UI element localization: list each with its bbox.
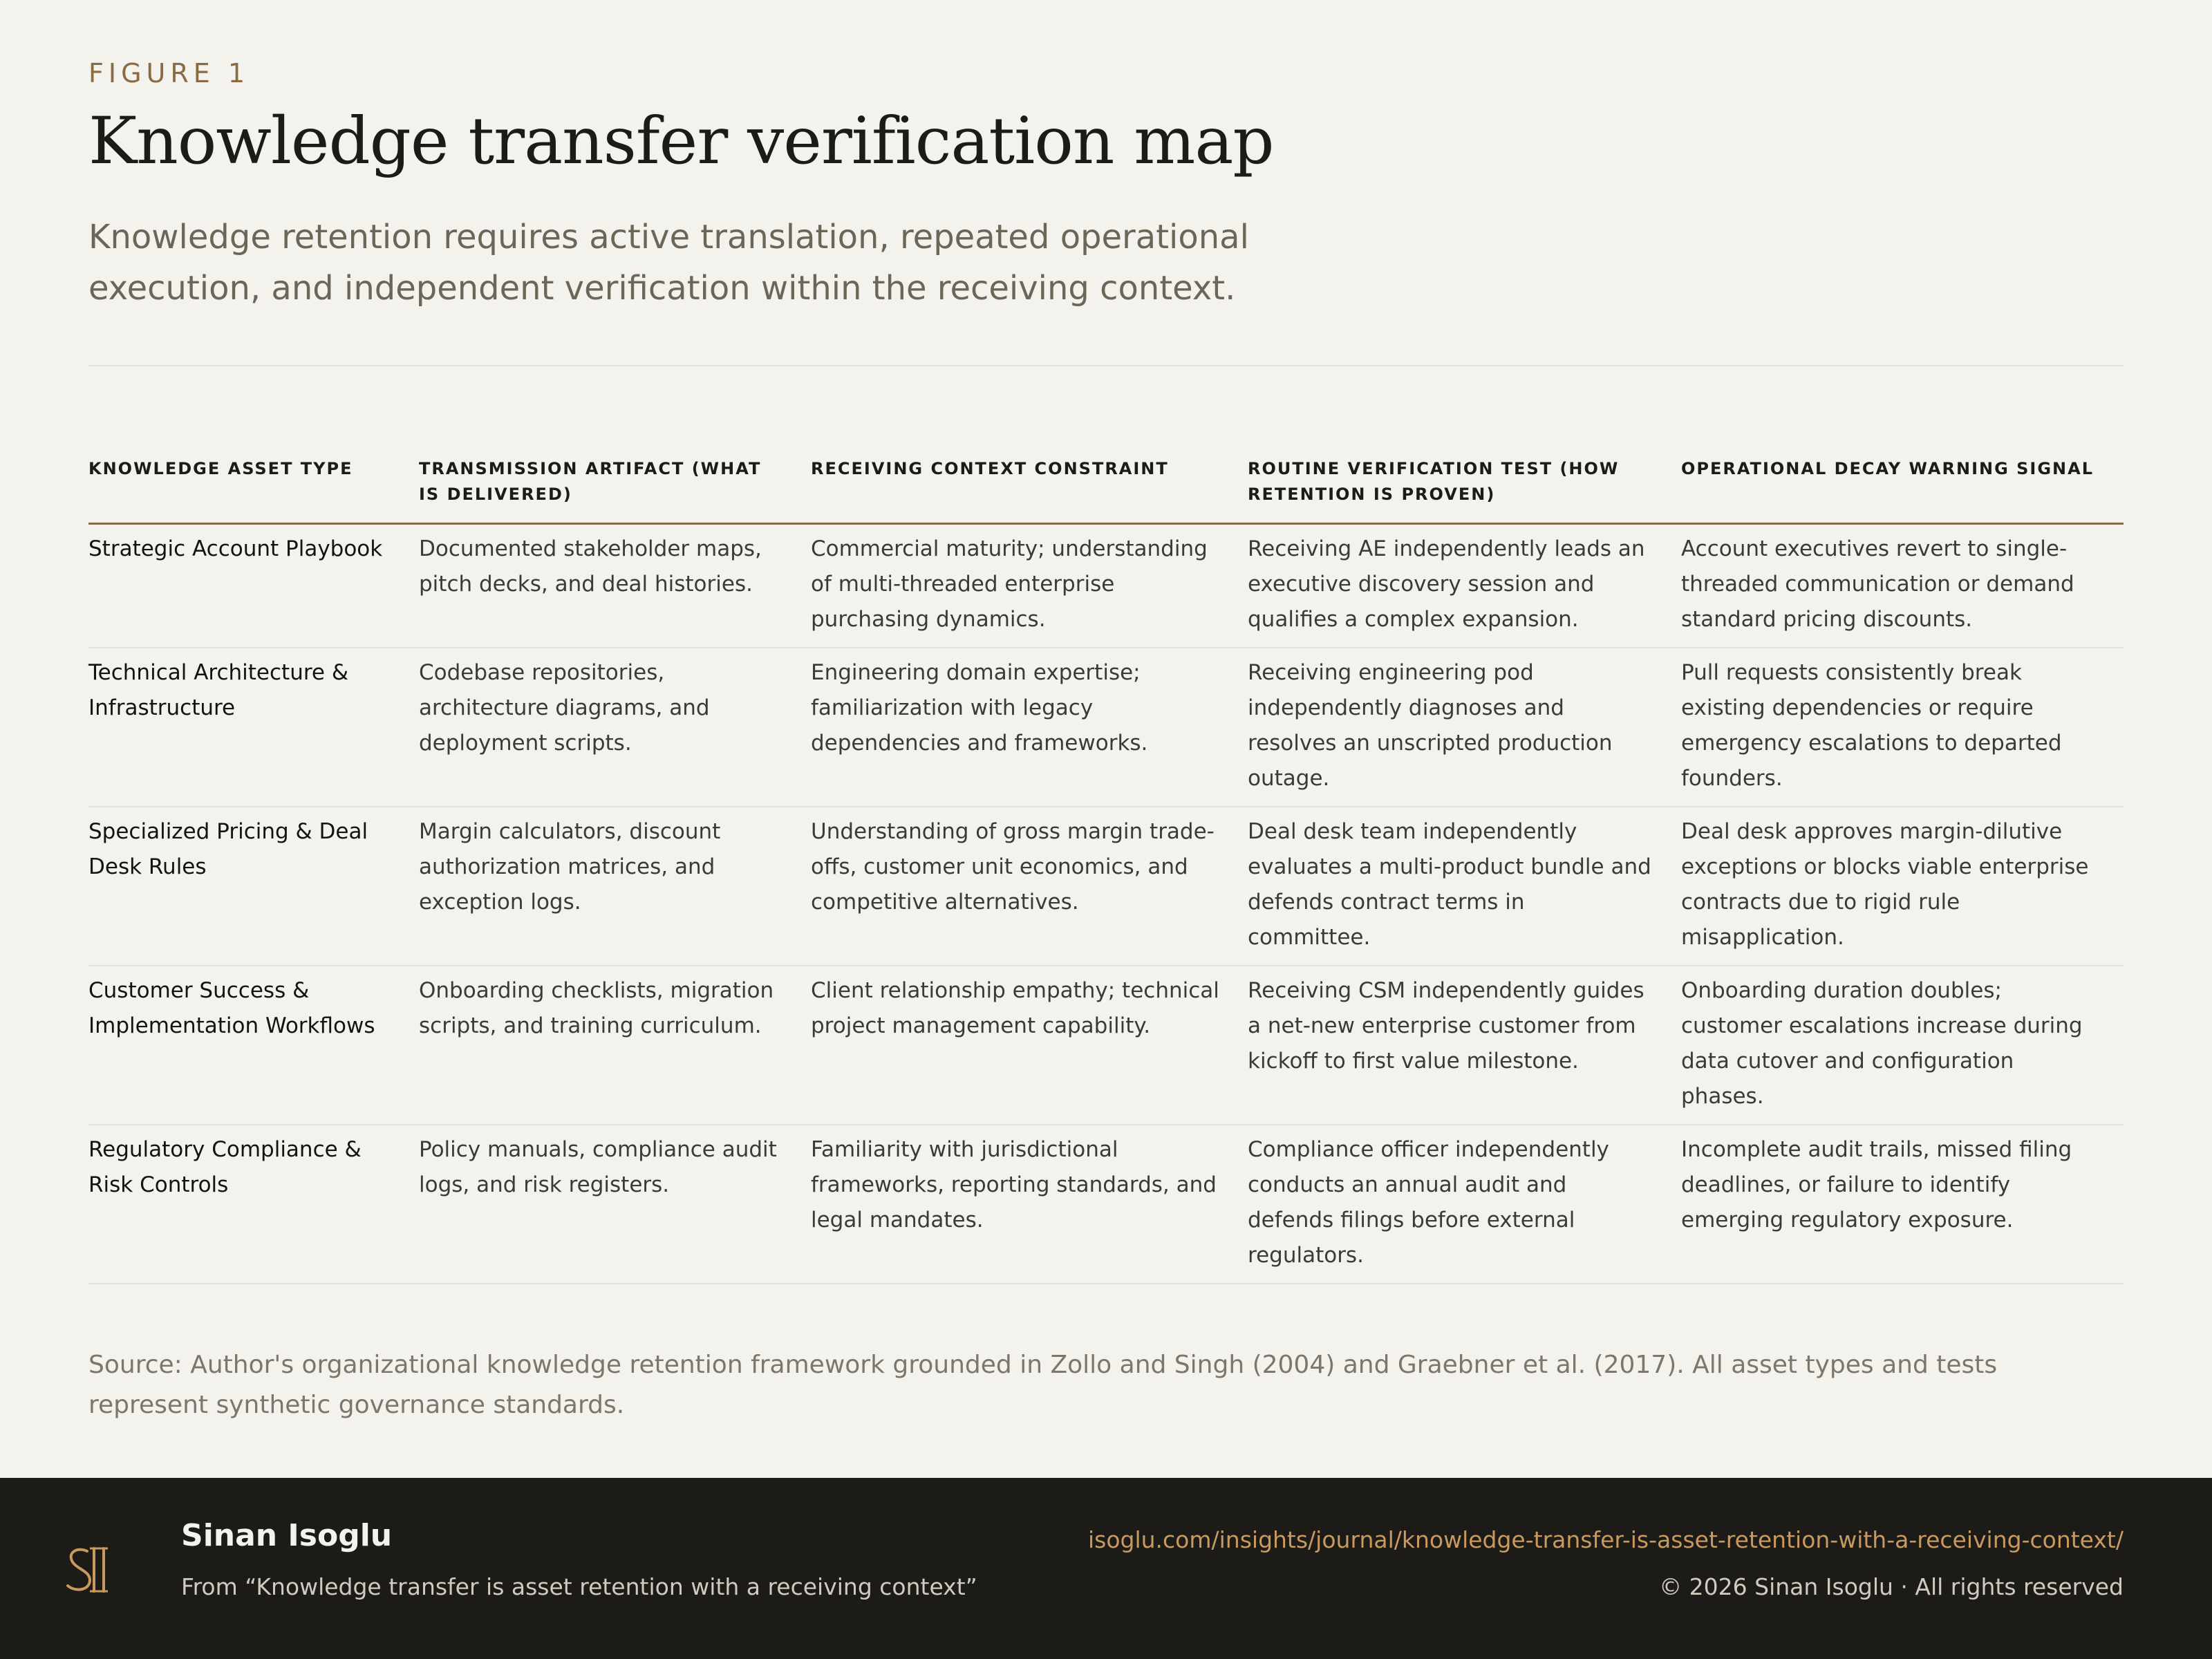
source-note: Source: Author's organizational knowledge retention framework grounded in Zollo and Singh (2004) and Graebner et al. (2017). All asset types and tests represent synthetic governance standards.: [88, 1351, 1998, 1419]
decay-signal-cell: Incomplete audit trails, missed filing deadlines, or failure to identify emerging regulatory exposure.: [1681, 1125, 2124, 1284]
asset-type-cell: Customer Success & Implementation Workflows: [88, 966, 419, 1125]
figure-label: FIGURE 1: [88, 58, 250, 88]
transmission-artifact-cell: Policy manuals, compliance audit logs, and risk registers.: [419, 1125, 811, 1284]
article-reference: From “Knowledge transfer is asset retention with a receiving context”: [181, 1573, 977, 1600]
column-header-asset-type: KNOWLEDGE ASSET TYPE: [88, 453, 419, 524]
asset-type-cell: Specialized Pricing & Deal Desk Rules: [88, 807, 419, 966]
receiving-context-cell: Understanding of gross margin trade-offs, customer unit economics, and competitive alternatives.: [811, 807, 1248, 966]
transmission-artifact-cell: Margin calculators, discount authorization matrices, and exception logs.: [419, 807, 811, 966]
decay-signal-cell: Pull requests consistently break existing dependencies or require emergency escalations to departed founders.: [1681, 648, 2124, 807]
author-name: Sinan Isoglu: [181, 1518, 393, 1553]
decay-signal-cell: Account executives revert to single-threaded communication or demand standard pricing discounts.: [1681, 524, 2124, 648]
receiving-context-cell: Familiarity with jurisdictional frameworks, reporting standards, and legal mandates.: [811, 1125, 1248, 1284]
decay-signal-cell: Deal desk approves margin-dilutive exceptions or blocks viable enterprise contracts due to rigid rule misapplication.: [1681, 807, 2124, 966]
transmission-artifact-cell: Onboarding checklists, migration scripts, and training curriculum.: [419, 966, 811, 1125]
footer-bar: [0, 1478, 2212, 1659]
column-header-receiving-context: RECEIVING CONTEXT CONSTRAINT: [811, 453, 1248, 524]
table-row: [88, 807, 2124, 966]
verification-table: [88, 453, 2124, 1284]
article-link[interactable]: isoglu.com/insights/journal/knowledge-transfer-is-asset-retention-with-a-receiving-context/: [1087, 1526, 2124, 1553]
table-row: [88, 1125, 2124, 1284]
table-row: [88, 966, 2124, 1125]
receiving-context-cell: Engineering domain expertise; familiarization with legacy dependencies and frameworks.: [811, 648, 1248, 807]
verification-test-cell: Receiving CSM independently guides a net-new enterprise customer from kickoff to first value milestone.: [1248, 966, 1681, 1125]
decay-signal-cell: Onboarding duration doubles; customer escalations increase during data cutover and configuration phases.: [1681, 966, 2124, 1125]
figure-title: Knowledge transfer verification map: [88, 104, 1274, 179]
header-divider: [88, 365, 2124, 366]
verification-test-cell: Compliance officer independently conducts an annual audit and defends filings before external regulators.: [1248, 1125, 1681, 1284]
column-header-decay-signal: OPERATIONAL DECAY WARNING SIGNAL: [1681, 453, 2124, 524]
table-row: [88, 648, 2124, 807]
copyright-notice: © 2026 Sinan Isoglu · All rights reserved: [1659, 1573, 2124, 1600]
verification-test-cell: Receiving AE independently leads an executive discovery session and qualifies a complex expansion.: [1248, 524, 1681, 648]
table-header-row: [88, 453, 2124, 524]
transmission-artifact-cell: Documented stakeholder maps, pitch decks, and deal histories.: [419, 524, 811, 648]
asset-type-cell: Regulatory Compliance & Risk Controls: [88, 1125, 419, 1284]
column-header-transmission-artifact: TRANSMISSION ARTIFACT (WHAT IS DELIVERED): [419, 453, 811, 524]
receiving-context-cell: Commercial maturity; understanding of multi-threaded enterprise purchasing dynamics.: [811, 524, 1248, 648]
si-monogram-logo-icon: [62, 1541, 118, 1597]
receiving-context-cell: Client relationship empathy; technical project management capability.: [811, 966, 1248, 1125]
verification-test-cell: Receiving engineering pod independently diagnoses and resolves an unscripted production outage.: [1248, 648, 1681, 807]
asset-type-cell: Technical Architecture & Infrastructure: [88, 648, 419, 807]
transmission-artifact-cell: Codebase repositories, architecture diagrams, and deployment scripts.: [419, 648, 811, 807]
asset-type-cell: Strategic Account Playbook: [88, 524, 419, 648]
table-row: [88, 524, 2124, 648]
column-header-verification-test: ROUTINE VERIFICATION TEST (HOW RETENTION IS PROVEN): [1248, 453, 1681, 524]
figure-subtitle: Knowledge retention requires active translation, repeated operational execution, and independent verification within the receiving context.: [88, 218, 1249, 308]
verification-test-cell: Deal desk team independently evaluates a multi-product bundle and defends contract terms in committee.: [1248, 807, 1681, 966]
